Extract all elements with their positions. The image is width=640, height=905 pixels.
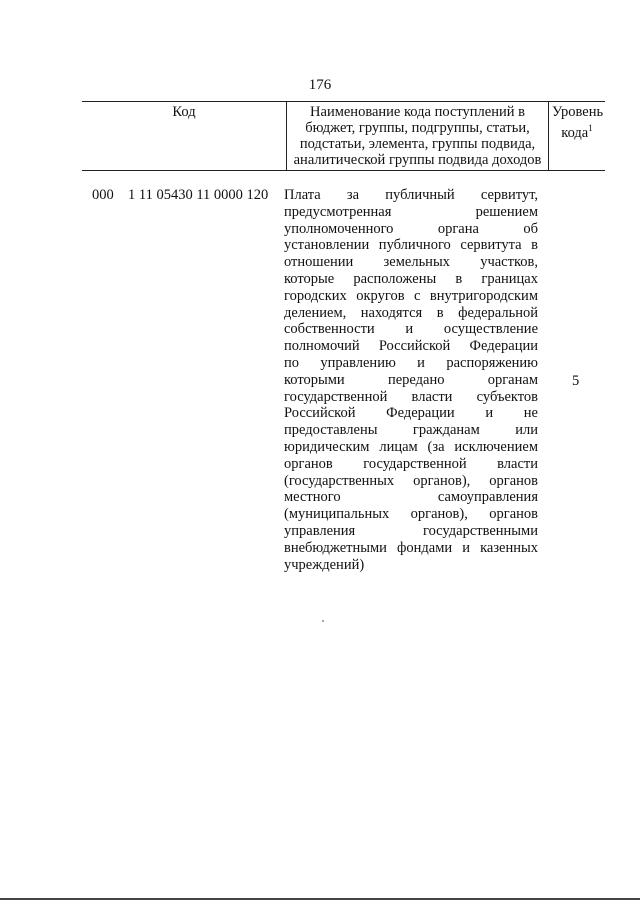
header-code-label: Код [172, 104, 196, 120]
scan-artifact [322, 620, 324, 622]
header-name-line: Наименование кода поступлений в [310, 104, 525, 120]
code-description [284, 187, 538, 573]
income-code: 1 11 05430 11 0000 120 [128, 187, 269, 203]
description-line: управления государственными [284, 522, 538, 539]
code-level: 5 [572, 373, 580, 389]
description-line: по управлению и распоряжению [284, 354, 538, 371]
page-bottom-edge [0, 898, 640, 900]
header-level-cell [549, 102, 606, 171]
description-line: уполномоченного органа об [284, 220, 538, 237]
header-level-line1: Уровень [552, 104, 604, 120]
description-line: предусмотренная решением [284, 203, 538, 220]
description-line: полномочий Российской Федерации [284, 338, 538, 355]
description-line: государственной власти субъектов [284, 388, 538, 405]
description-line: отношении земельных участков, [284, 254, 538, 271]
header-table [82, 101, 605, 171]
description-line: собственности и осуществление [284, 321, 538, 338]
header-level-word: кода [561, 124, 589, 141]
page-number: 176 [308, 77, 332, 93]
header-row [82, 102, 605, 171]
header-level-line2 [552, 120, 602, 141]
description-line: Российской Федерации и не [284, 405, 538, 422]
description-line: городских округов с внутригородским [284, 287, 538, 304]
description-line: которыми передано органам [284, 371, 538, 388]
description-line: Плата за публичный сервитут, [284, 187, 538, 203]
description-line: делением, находятся в федеральной [284, 304, 538, 321]
header-name-line: бюджет, группы, подгруппы, статьи, [305, 120, 530, 136]
description-line: местного самоуправления [284, 489, 538, 506]
description-line: органов государственной власти [284, 455, 538, 472]
description-line: (государственных органов), органов [284, 472, 538, 489]
header-name-line: подстатьи, элемента, группы подвида, [299, 136, 536, 152]
description-line: учреждений) [284, 556, 365, 573]
admin-code: 000 [92, 187, 114, 203]
description-line: предоставлены гражданам или [284, 422, 538, 439]
description-line: юридическим лицам (за исключением [284, 438, 538, 455]
description-line: установлении публичного сервитута в [284, 237, 538, 254]
description-line: внебюджетными фондами и казенных [284, 539, 538, 556]
header-code-cell [82, 102, 287, 171]
header-name-cell [287, 102, 549, 171]
description-line: (муниципальных органов), органов [284, 506, 538, 523]
description-line: которые расположены в границах [284, 270, 538, 287]
footnote-marker: 1 [588, 123, 593, 133]
header-name-line: аналитической группы подвида доходов [293, 152, 542, 168]
